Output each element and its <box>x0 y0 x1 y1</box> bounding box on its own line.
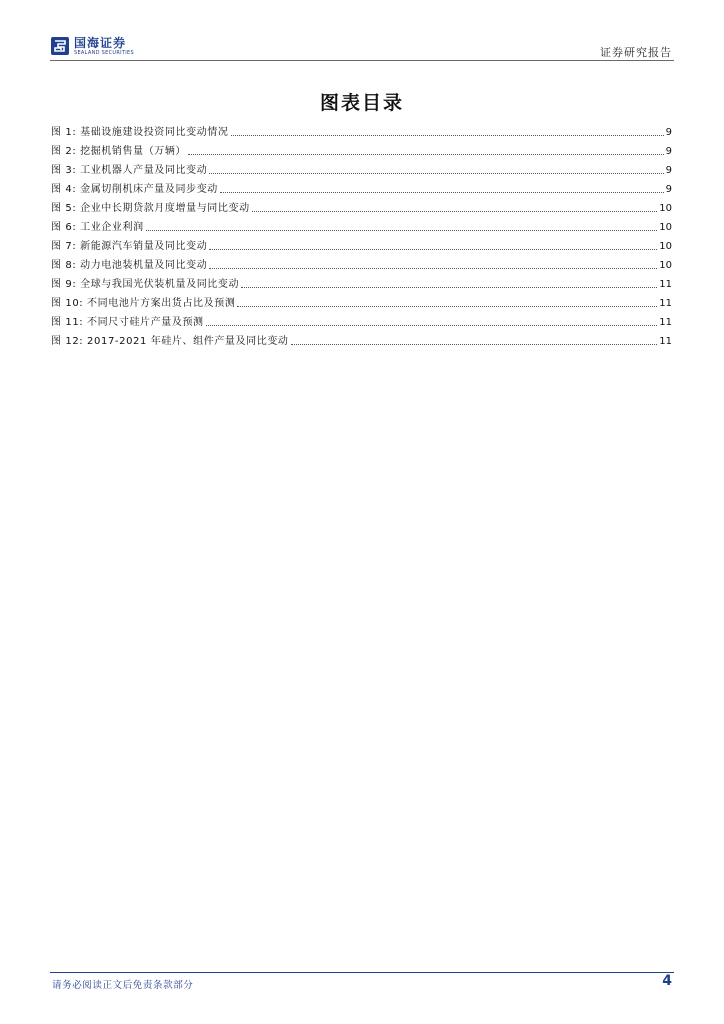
toc-entry[interactable] <box>51 139 672 158</box>
toc-entry-label: 图 10: 不同电池片方案出货占比及预测 <box>51 298 236 309</box>
toc-entry-label: 图 1: 基础设施建设投资同比变动情况 <box>51 127 229 138</box>
toc-entry[interactable] <box>51 215 672 234</box>
page-number: 4 <box>662 973 672 989</box>
toc-leader-dots <box>146 230 658 231</box>
report-type-label: 证券研究报告 <box>600 46 672 59</box>
toc-entry-page: 10 <box>659 260 672 271</box>
toc-entry[interactable] <box>51 291 672 310</box>
toc-entry[interactable] <box>51 253 672 272</box>
toc-entry[interactable] <box>51 329 672 348</box>
toc-entry-label: 图 6: 工业企业利润 <box>51 222 144 233</box>
toc-entry-page: 11 <box>659 317 672 328</box>
toc-entry-page: 9 <box>665 184 672 195</box>
toc-entry-page: 11 <box>659 298 672 309</box>
footer-divider <box>50 972 674 973</box>
toc-leader-dots <box>291 344 658 345</box>
company-logo <box>50 34 134 58</box>
toc-entry[interactable] <box>51 310 672 329</box>
toc-entry-page: 11 <box>659 279 672 290</box>
toc-entry-label: 图 3: 工业机器人产量及同比变动 <box>51 165 208 176</box>
page-title: 图表目录 <box>319 92 404 114</box>
toc-leader-dots <box>237 306 657 307</box>
toc-entry[interactable] <box>51 177 672 196</box>
toc-leader-dots <box>231 135 664 136</box>
toc-entry-label: 图 8: 动力电池装机量及同比变动 <box>51 260 208 271</box>
footer-disclaimer: 请务必阅读正文后免责条款部分 <box>52 980 194 991</box>
toc-entry-label: 图 11: 不同尺寸硅片产量及预测 <box>51 317 204 328</box>
sealand-logo-icon <box>50 36 70 56</box>
toc-entry-page: 11 <box>659 336 672 347</box>
toc-entry-page: 9 <box>665 146 672 157</box>
page-header <box>50 30 674 62</box>
toc-entry[interactable] <box>51 234 672 253</box>
table-of-figures <box>51 120 672 348</box>
toc-leader-dots <box>188 154 664 155</box>
toc-entry[interactable] <box>51 272 672 291</box>
header-divider <box>50 60 674 61</box>
toc-entry[interactable] <box>51 196 672 215</box>
toc-entry-label: 图 2: 挖掘机销售量（万辆） <box>51 146 187 157</box>
toc-leader-dots <box>209 173 663 174</box>
toc-leader-dots <box>241 287 657 288</box>
logo-english-name: SEALAND SECURITIES <box>74 49 134 56</box>
toc-entry-label: 图 12: 2017-2021 年硅片、组件产量及同比变动 <box>51 336 289 347</box>
toc-entry-label: 图 4: 金属切削机床产量及同步变动 <box>51 184 218 195</box>
toc-entry-page: 9 <box>665 165 672 176</box>
toc-entry-page: 9 <box>665 127 672 138</box>
toc-leader-dots <box>206 325 658 326</box>
toc-entry-label: 图 9: 全球与我国光伏装机量及同比变动 <box>51 279 240 290</box>
toc-entry-page: 10 <box>659 241 672 252</box>
toc-entry[interactable] <box>51 158 672 177</box>
logo-chinese-name: 国海证券 <box>74 35 127 50</box>
toc-leader-dots <box>209 249 657 250</box>
toc-leader-dots <box>209 268 657 269</box>
toc-entry-page: 10 <box>659 203 672 214</box>
toc-leader-dots <box>220 192 664 193</box>
toc-entry[interactable] <box>51 120 672 139</box>
toc-entry-label: 图 5: 企业中长期贷款月度增量与同比变动 <box>51 203 250 214</box>
toc-leader-dots <box>252 211 658 212</box>
toc-entry-page: 10 <box>659 222 672 233</box>
toc-entry-label: 图 7: 新能源汽车销量及同比变动 <box>51 241 208 252</box>
